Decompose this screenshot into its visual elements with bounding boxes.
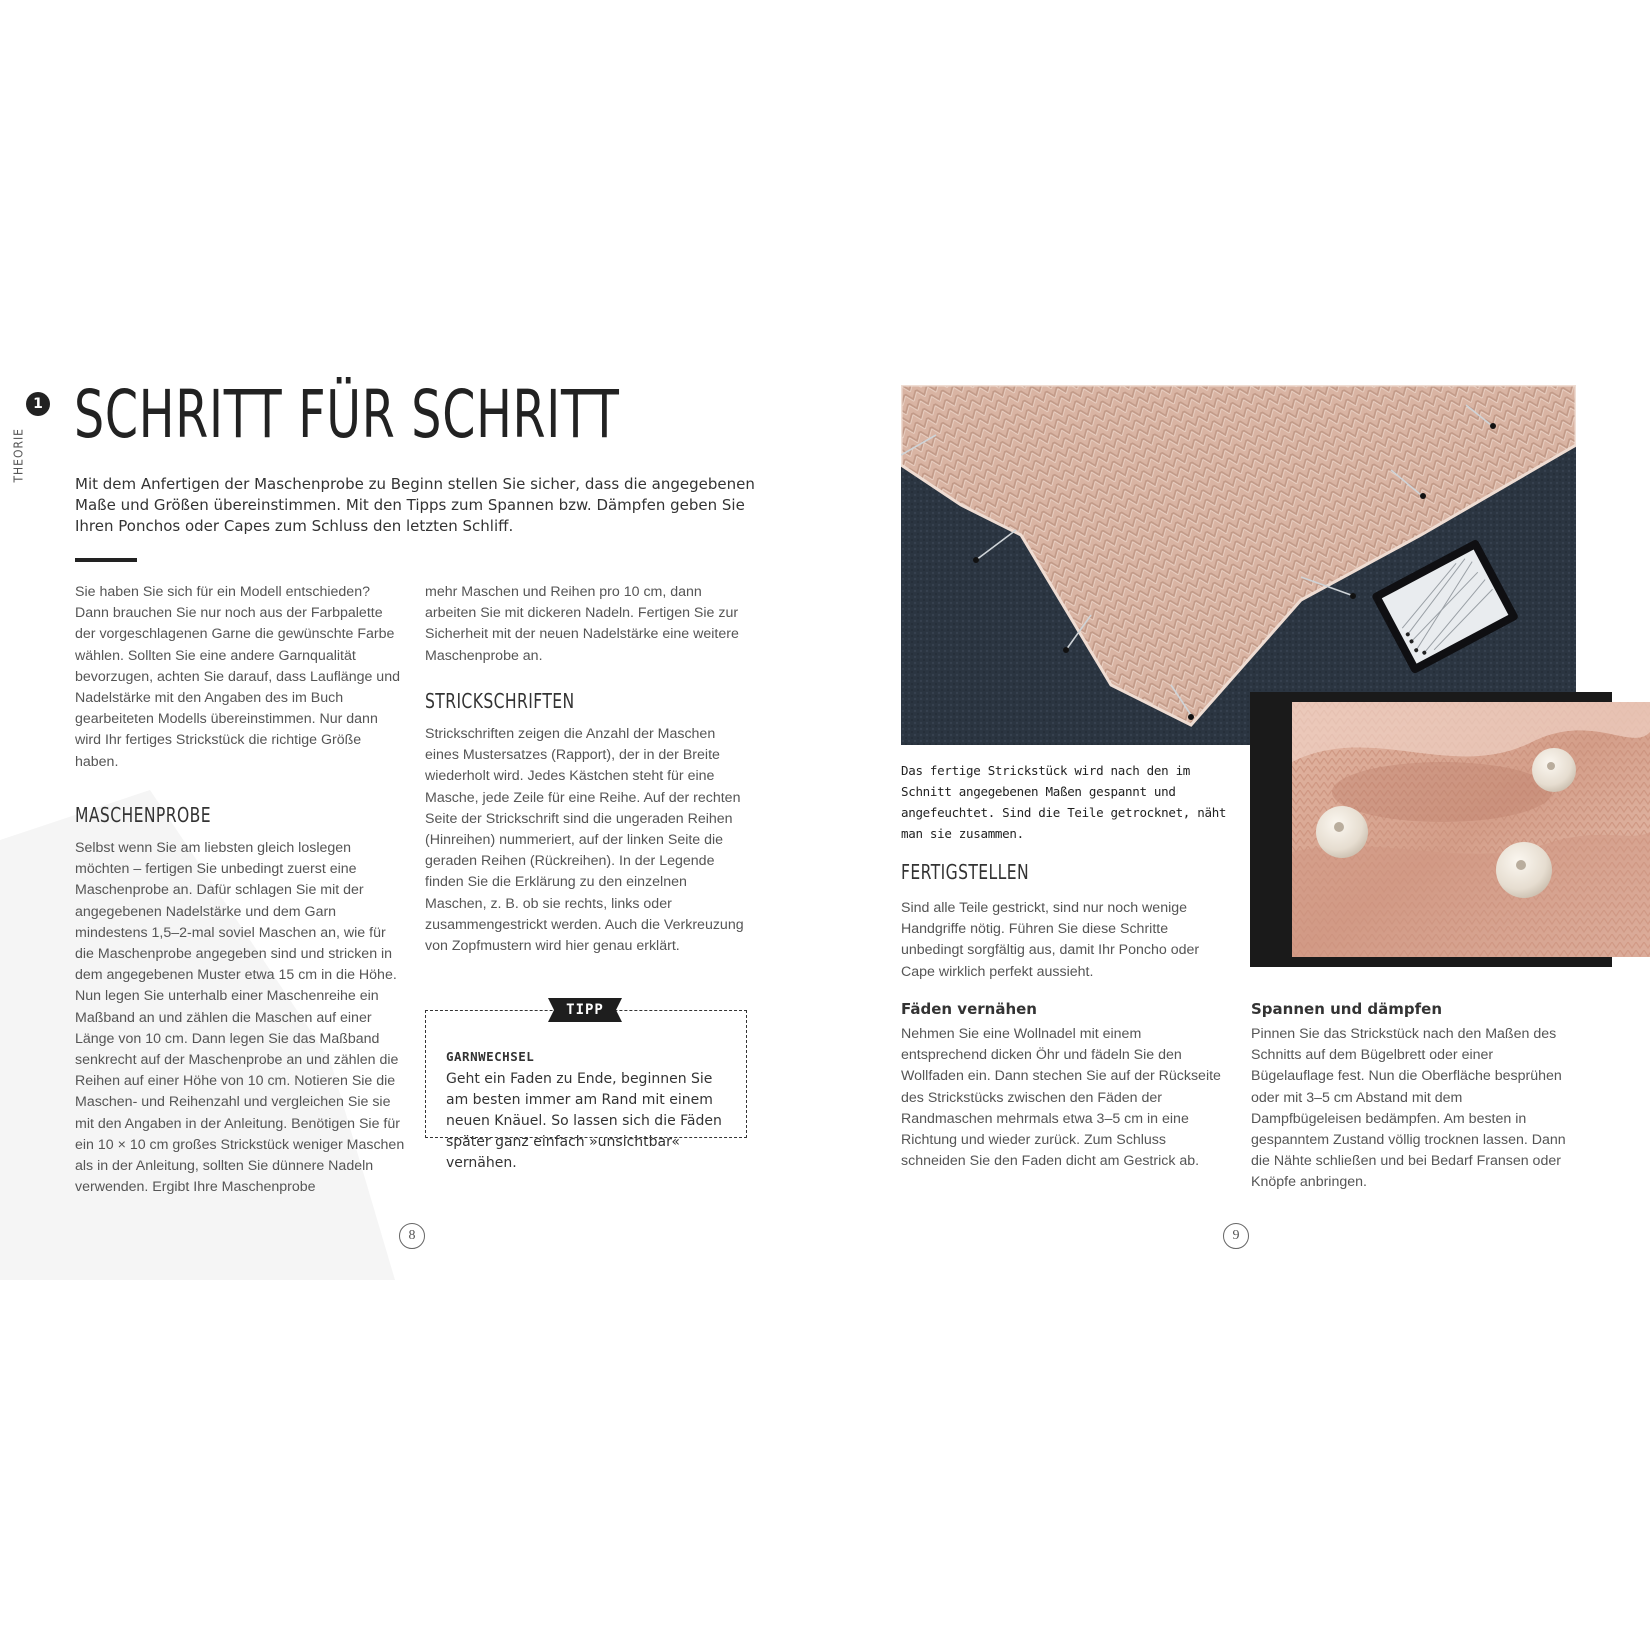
tip-box bbox=[425, 1002, 747, 1171]
col1-paragraph: Sie haben Sie sich für ein Modell entschieden? Dann brauchen Sie nur noch aus der Farbpalette der vorgeschlagenen Garne die gewünschte Farbe wählen. Sollten Sie eine andere Garnqualität bevorzugen, achten Sie darauf, dass Lauflänge und Nadelstärke mit den Angaben des im Buch gearbeiteten Modells übereinstimmen. Nur dann wird Ihr fertiges Strickstück die richtige Größe haben. bbox=[75, 584, 400, 770]
chapter-number-badge: 1 bbox=[26, 392, 50, 416]
faeden-heading: Fäden vernähen bbox=[901, 1000, 1037, 1018]
page-number-right: 9 bbox=[1223, 1223, 1249, 1249]
page-title: SCHRITT FÜR SCHRITT bbox=[74, 376, 620, 453]
button-icon bbox=[1496, 842, 1552, 898]
button-icon bbox=[1532, 748, 1576, 792]
spannen-text: Pinnen Sie das Strickstück nach den Maßen des Schnitts auf dem Bügelbrett oder einer Bügelauflage fest. Nun die Oberfläche besprühen oder mit 3–5 cm Abstand mit dem Dampfbügeleisen bedämpfen. Am besten in gespanntem Zustand völlig trocknen lassen. Dann die Nähte schließen und bei Bedarf Fransen oder Knöpfe anbringen. bbox=[1251, 1026, 1566, 1191]
intro-paragraph: Mit dem Anfertigen der Maschenprobe zu Beginn stellen Sie sicher, dass die angegebenen Maße und Größen übereinstimmen. Mit den Tipps zum Spannen bzw. Dämpfen geben Sie Ihren Ponchos oder Capes zum Schluss den letzten Schliff. bbox=[75, 475, 755, 535]
fertigstellen-column bbox=[901, 898, 1226, 983]
intro-divider bbox=[75, 558, 137, 562]
photo-caption: Das fertige Strickstück wird nach den im Schnitt angegebenen Maßen gespannt und angefeuchtet. Sind die Teile getrocknet, näht man sie zusammen. bbox=[901, 763, 1227, 841]
strickschriften-heading: STRICKSCHRIFTEN bbox=[425, 688, 575, 713]
left-column bbox=[75, 582, 405, 1198]
book-spread bbox=[0, 370, 1650, 1280]
maschenprobe-text: Selbst wenn Sie am liebsten gleich loslegen möchten – fertigen Sie unbedingt zuerst eine Maschenprobe an. Dafür schlagen Sie mit der angegebenen Nadelstärke und dem Garn mindestens 1,5–2-mal soviel Maschen an, wie für die Maschenprobe angegeben sind und stricken in dem angegebenen Muster etwa 15 cm in die Höhe. Nun legen Sie unterhalb einer Maschenreihe ein Maßband an und zählen die Maschen auf einer Länge von 10 cm. Dann legen Sie das Maßband senkrecht auf der Maschenprobe an und zählen die Reihen auf einer Höhe von 10 cm. Notieren Sie die Maschen- und Reihenzahl und vergleichen Sie sie mit den Angaben in der Anleitung. Benötigen Sie für ein 10 × 10 cm großes Strickstück weniger Maschen als in der Anleitung, sollten Sie dünnere Nadeln verwenden. Ergibt Ihre Maschenprobe bbox=[75, 840, 405, 1196]
right-column bbox=[425, 582, 750, 957]
section-label bbox=[11, 428, 67, 483]
knitted-piece-pinned-photo bbox=[901, 385, 1576, 745]
fertigstellen-text: Sind alle Teile gestrickt, sind nur noch wenige Handgriffe nötig. Führen Sie diese Schritte unbedingt sorgfältig aus, damit Ihr Poncho oder Cape wirklich perfekt aussieht. bbox=[901, 900, 1200, 980]
knitted-buttons-photo bbox=[1292, 702, 1650, 957]
button-icon bbox=[1316, 806, 1368, 858]
faeden-column bbox=[901, 1024, 1226, 1172]
right-page bbox=[825, 370, 1650, 1280]
left-page bbox=[0, 370, 825, 1280]
maschenprobe-heading: MASCHENPROBE bbox=[75, 802, 211, 827]
tip-heading: GARNWECHSEL bbox=[446, 1049, 535, 1064]
faeden-text: Nehmen Sie eine Wollnadel mit einem entsprechend dicken Öhr und fädeln Sie den Wollfaden ein. Dann stechen Sie auf der Rückseite des Strickstücks zwischen den Fäden der Randmaschen mehrmals etwa 3–5 cm in eine Richtung und wieder zurück. Zum Schluss schneiden Sie den Faden dicht am Gestrick ab. bbox=[901, 1026, 1221, 1170]
fertigstellen-heading: FERTIGSTELLEN bbox=[901, 860, 1030, 884]
col2-paragraph: mehr Maschen und Reihen pro 10 cm, dann arbeiten Sie mit dickeren Nadeln. Fertigen Sie zur Sicherheit mit der neuen Nadelstärke eine weitere Maschenprobe an. bbox=[425, 584, 739, 664]
strickschriften-text: Strickschriften zeigen die Anzahl der Maschen eines Mustersatzes (Rapport), der in der Breite wiederholt wird. Jedes Kästchen steht für eine Masche, jede Zeile für eine Reihe. Auf der rechten Seite der Strickschrift sind die ungeraden Reihen (Hinreihen) nummeriert, auf der linken Seite die geraden Reihen (Rückreihen). In der Legende finden Sie die Erklärung zu den einzelnen Maschen, z. B. ob sie rechts, links oder zusammengestrickt werden. Auch die Verkreuzung von Zopfmustern wird hier genau erklärt. bbox=[425, 726, 744, 955]
tip-text: Geht ein Faden zu Ende, beginnen Sie am besten immer am Rand mit einem neuen Knäuel. So lassen sich die Fäden später ganz einfach »unsichtbar« vernähen. bbox=[446, 1071, 722, 1171]
tip-label: TIPP bbox=[566, 1002, 604, 1018]
spannen-column bbox=[1251, 1024, 1576, 1194]
page-number-left: 8 bbox=[399, 1223, 425, 1249]
section-label-text: THEORIE bbox=[11, 428, 26, 483]
spannen-heading: Spannen und dämpfen bbox=[1251, 1000, 1443, 1018]
